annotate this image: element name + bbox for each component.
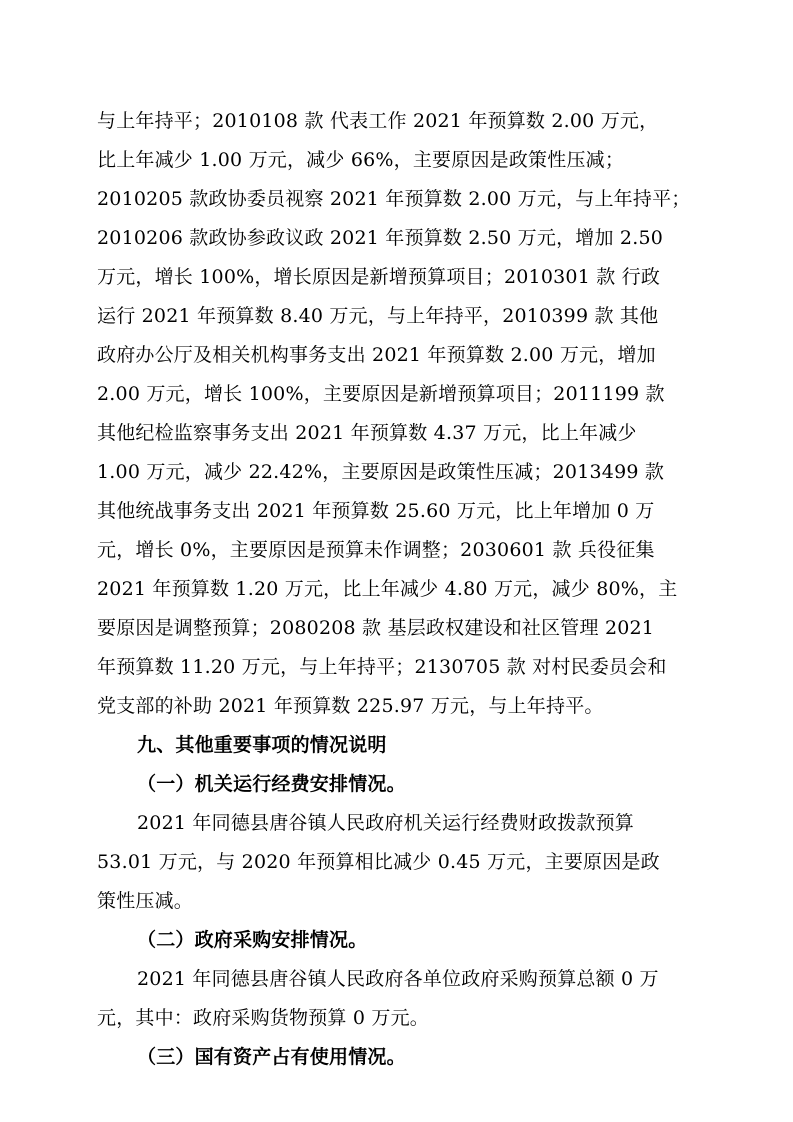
paragraph-line: 2010205 款政协委员视察 2021 年预算数 2.00 万元，与上年持平； — [97, 188, 691, 210]
paragraph-line: 53.01 万元，与 2020 年预算相比减少 0.45 万元，主要原因是政 — [97, 851, 660, 873]
paragraph-line: 策性压减。 — [97, 890, 194, 912]
paragraph-line: 2.00 万元，增长 100%，主要原因是新增预算项目；2011199 款 — [97, 383, 665, 405]
paragraph-line: 政府办公厅及相关机构事务支出 2021 年预算数 2.00 万元，增加 — [97, 344, 656, 366]
paragraph-line: 运行 2021 年预算数 8.40 万元，与上年持平，2010399 款 其他 — [97, 305, 659, 327]
paragraph-line: 1.00 万元，减少 22.42%，主要原因是政策性压减；2013499 款 — [97, 461, 665, 483]
paragraph-line: 其他统战事务支出 2021 年预算数 25.60 万元，比上年增加 0 万 — [97, 500, 655, 522]
paragraph-line: 元，增长 0%，主要原因是预算未作调整；2030601 款 兵役征集 — [97, 539, 655, 561]
paragraph-line: 党支部的补助 2021 年预算数 225.97 万元，与上年持平。 — [97, 695, 604, 717]
paragraph-line: 与上年持平；2010108 款 代表工作 2021 年预算数 2.00 万元， — [97, 110, 659, 132]
subsection-2-heading: （二）政府采购安排情况。 — [137, 929, 368, 951]
paragraph-line: 2010206 款政协参政议政 2021 年预算数 2.50 万元，增加 2.50 — [97, 227, 664, 249]
paragraph-line: 其他纪检监察事务支出 2021 年预算数 4.37 万元，比上年减少 — [97, 422, 637, 444]
paragraph-line: 2021 年预算数 1.20 万元，比上年减少 4.80 万元，减少 80%，主 — [97, 578, 678, 600]
paragraph-line: 2021 年同德县唐谷镇人民政府各单位政府采购预算总额 0 万 — [137, 968, 659, 990]
subsection-1-heading: （一）机关运行经费安排情况。 — [137, 773, 406, 795]
paragraph-line: 2021 年同德县唐谷镇人民政府机关运行经费财政拨款预算 — [137, 812, 634, 834]
paragraph-line: 要原因是调整预算；2080208 款 基层政权建设和社区管理 2021 — [97, 617, 655, 639]
paragraph-line: 万元，增长 100%，增长原因是新增预算项目；2010301 款 行政 — [97, 266, 661, 288]
paragraph-line: 年预算数 11.20 万元，与上年持平；2130705 款 对村民委员会和 — [97, 656, 667, 678]
paragraph-line: 元，其中：政府采购货物预算 0 万元。 — [97, 1007, 429, 1029]
paragraph-line: 比上年减少 1.00 万元，减少 66%，主要原因是政策性压减； — [97, 149, 625, 171]
section-9-heading: 九、其他重要事项的情况说明 — [137, 734, 387, 756]
subsection-3-heading: （三）国有资产占有使用情况。 — [137, 1046, 406, 1068]
